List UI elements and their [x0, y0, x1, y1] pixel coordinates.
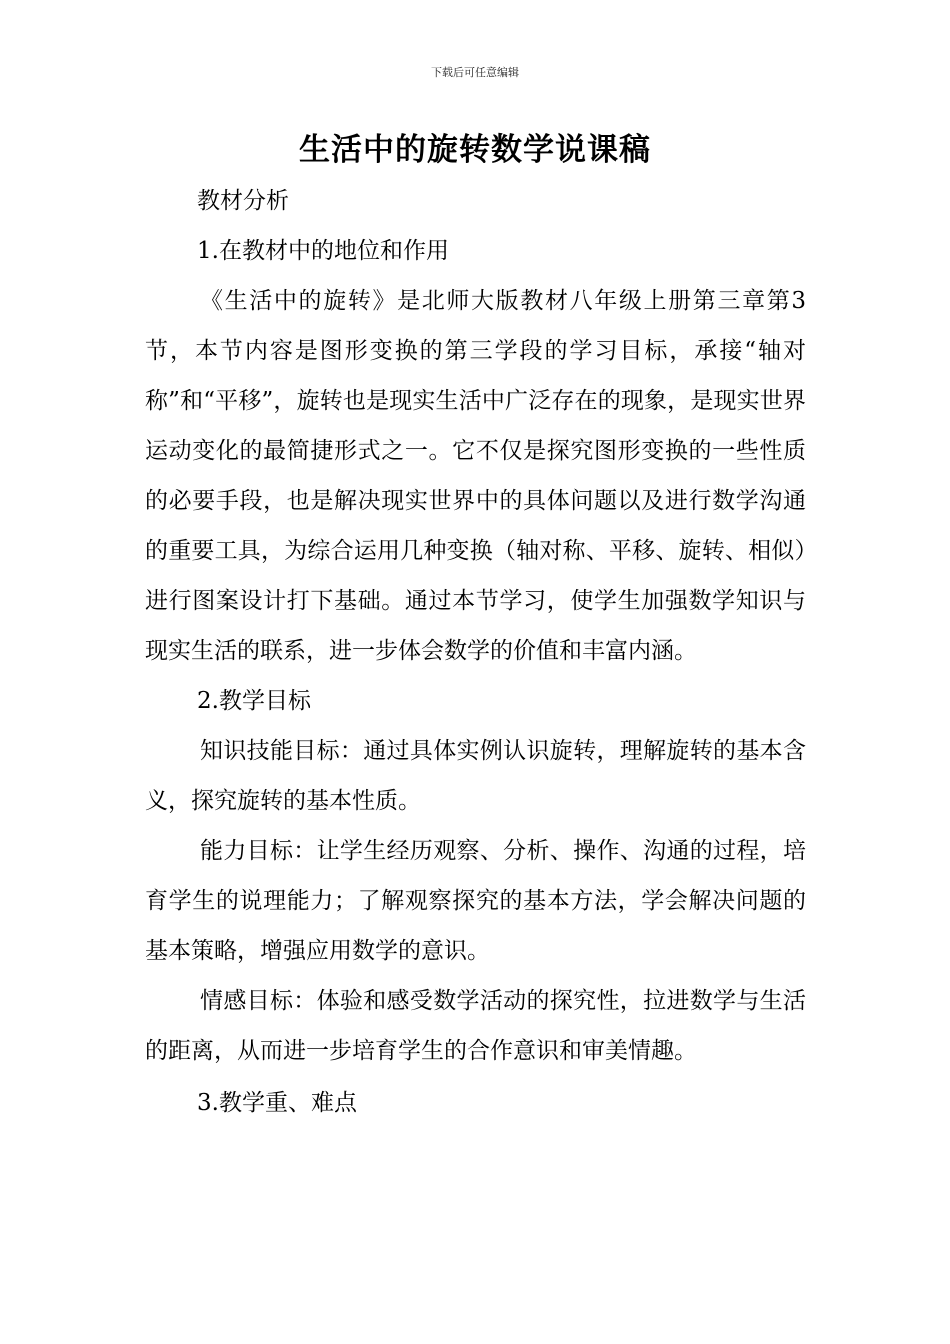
paragraph-emotion-goal: 情感目标：体验和感受数学活动的探究性，拉进数学与生活的距离，从而进一步培育学生的合作意识和审美情趣。: [145, 988, 806, 1064]
section-heading-goals: 2.教学目标: [197, 688, 311, 714]
section-heading-position: 1.在教材中的地位和作用: [197, 238, 449, 264]
document-title: 生活中的旋转数学说课稿: [299, 132, 651, 168]
section-heading-analysis: 教材分析: [197, 188, 289, 214]
header-note: 下载后可任意编辑: [431, 66, 519, 79]
section-heading-key-points: 3.教学重、难点: [197, 1090, 357, 1116]
paragraph-position: 《生活中的旋转》是北师大版教材八年级上册第三章第3节，本节内容是图形变换的第三学段的学习目标，承接“轴对称”和“平移”，旋转也是现实生活中广泛存在的现象，是现实世界运动变化的最简捷形式之一。它不仅是探究图形变换的一些性质的必要手段，也是解决现实世界中的具体问题以及进行数学沟通的重要工具，为综合运用几种变换（轴对称、平移、旋转、相似）进行图案设计打下基础。通过本节学习，使学生加强数学知识与现实生活的联系，进一步体会数学的价值和丰富内涵。: [145, 288, 806, 664]
paragraph-ability-goal: 能力目标：让学生经历观察、分析、操作、沟通的过程，培育学生的说理能力；了解观察探究的基本方法，学会解决问题的基本策略，增强应用数学的意识。: [145, 838, 806, 964]
document-body: [145, 176, 806, 1128]
paragraph-knowledge-goal: 知识技能目标：通过具体实例认识旋转，理解旋转的基本含义，探究旋转的基本性质。: [145, 738, 806, 814]
